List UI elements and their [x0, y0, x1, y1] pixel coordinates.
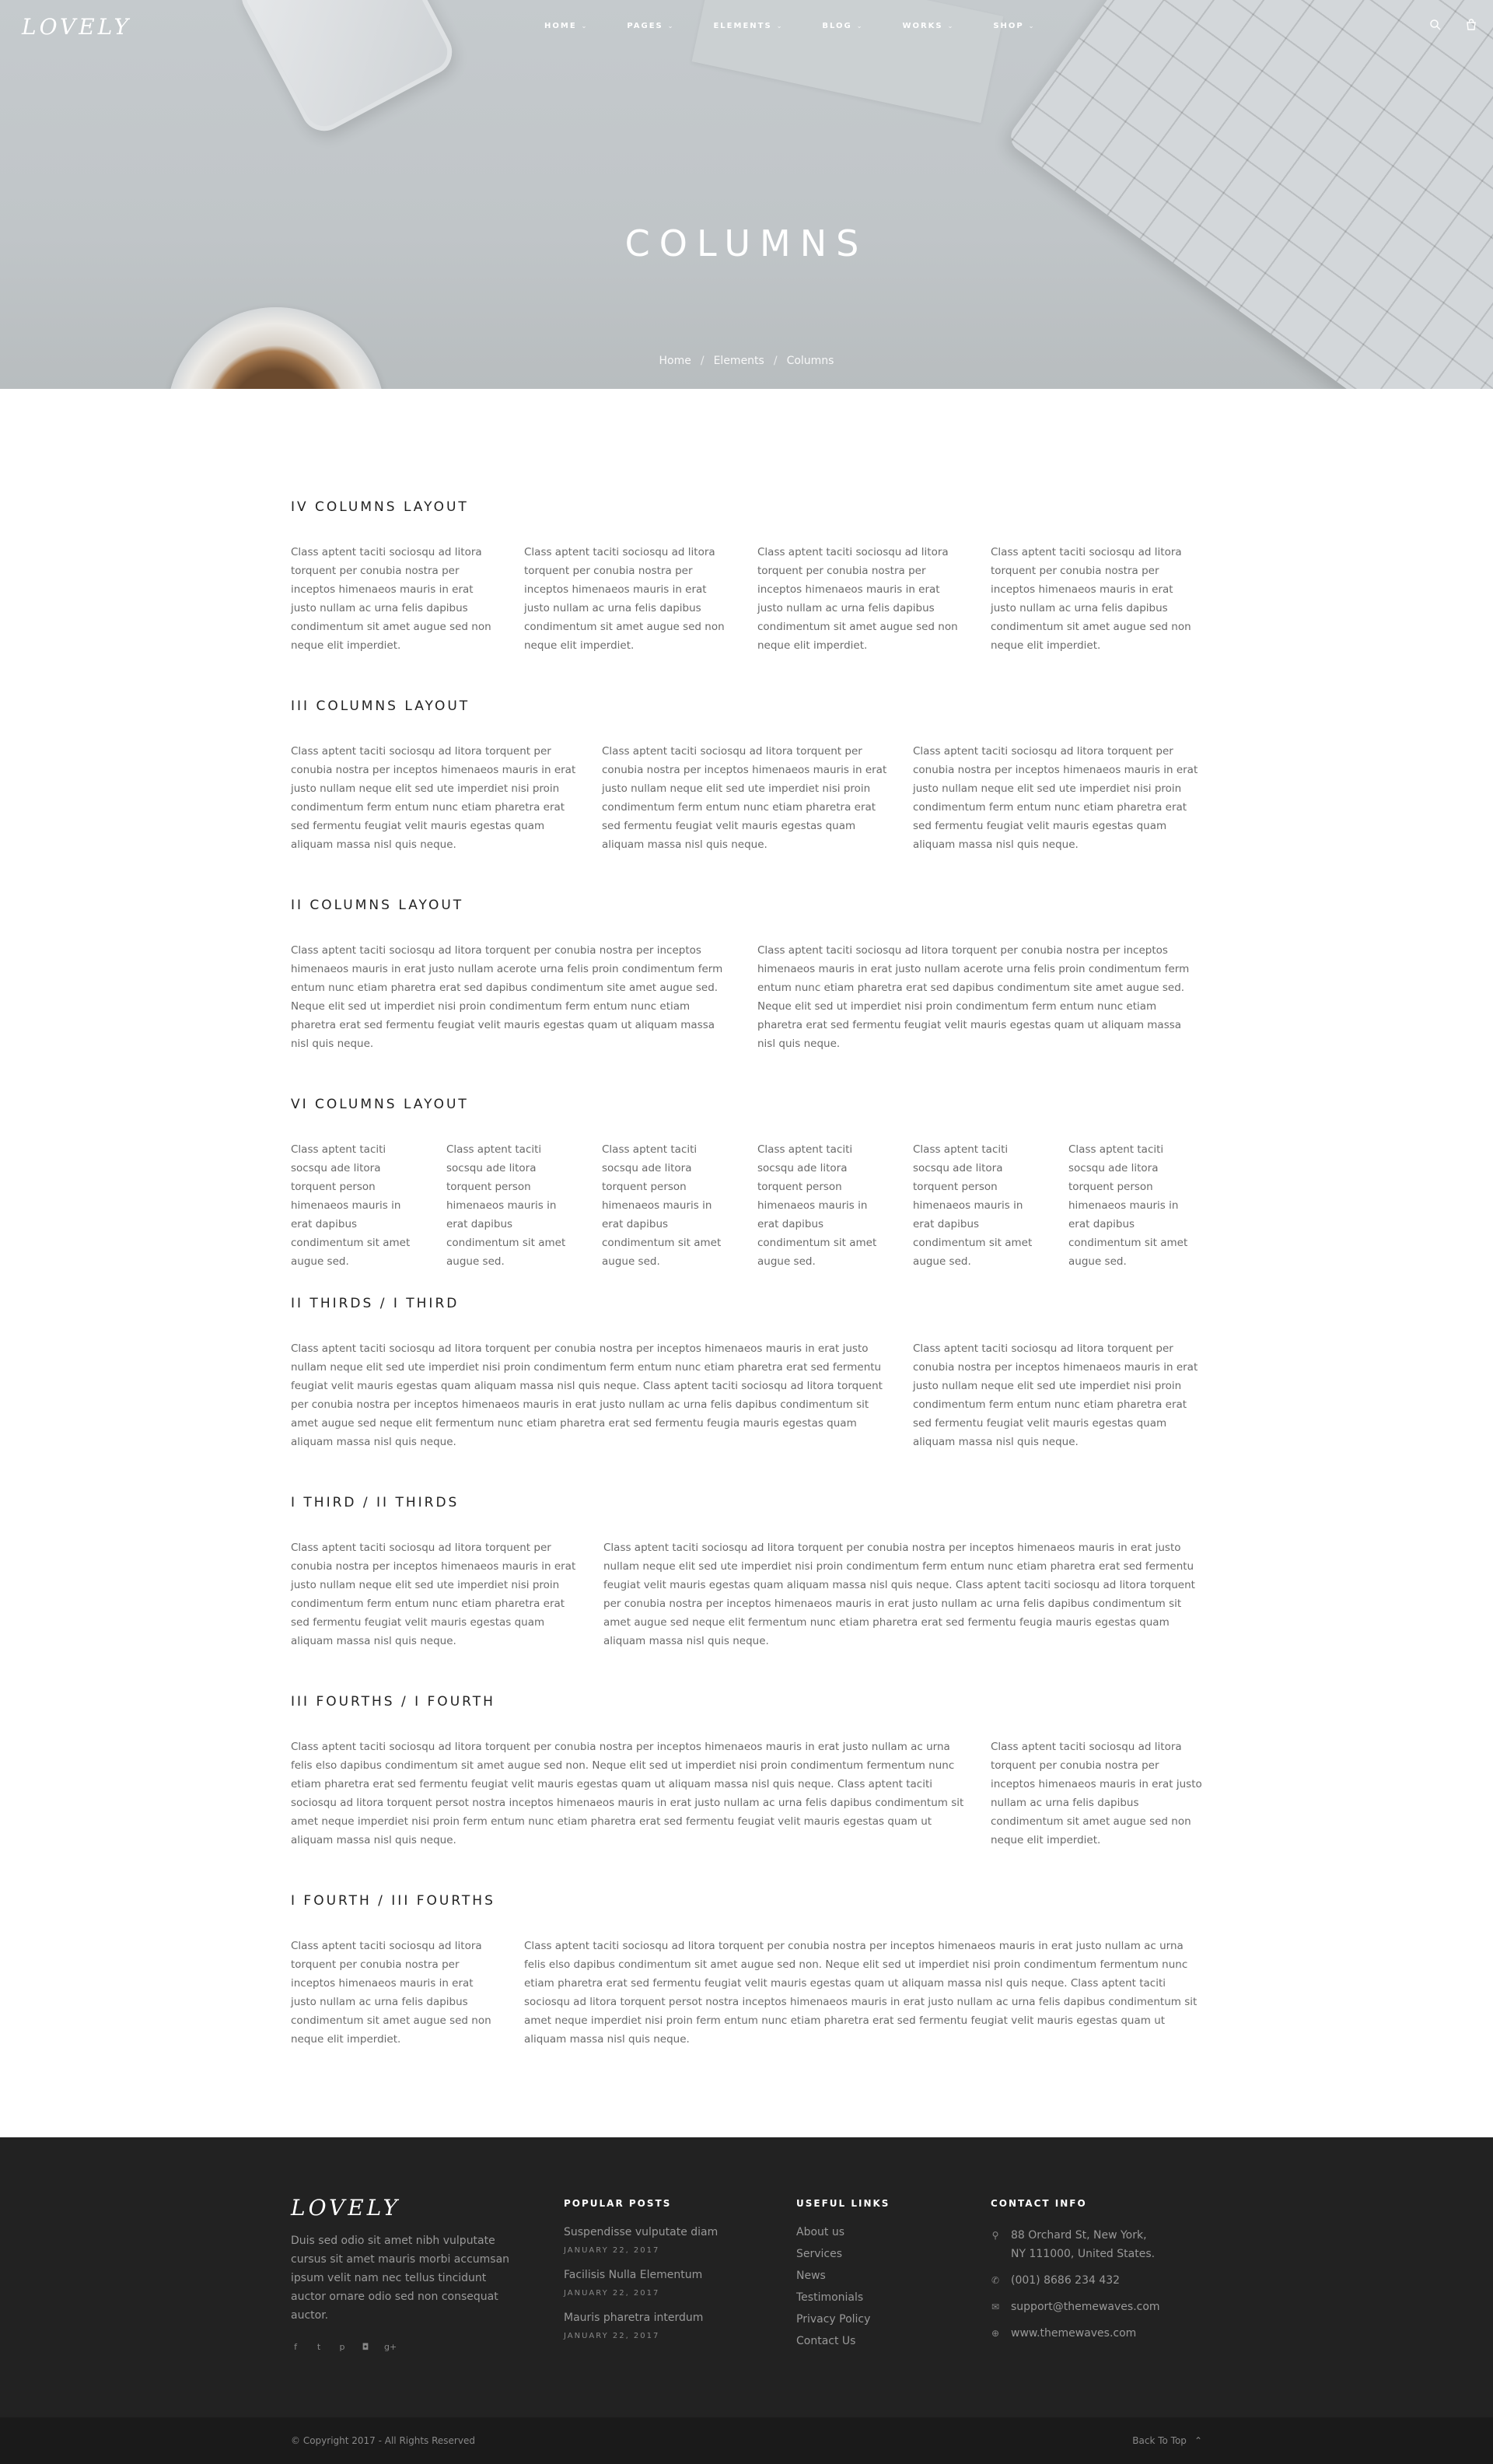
- footer-heading: CONTACT INFO: [991, 2198, 1087, 2209]
- section-heading: VI COLUMNS LAYOUT: [291, 1097, 469, 1112]
- search-icon[interactable]: [1429, 19, 1442, 31]
- column-text: Class aptent taciti sociosqu ad litora torquent per conubia nostra per inceptos himenaeos mauris in erat justo nullam neque elit sed ute imperdiet nisi proin condimentum ferm entum nunc etiam pharetra erat sed fermentu feugiat velit mauris egestas quam aliquam massa nisl quis neque. Class aptent taciti sociosqu ad litora torquent per conubia nostra per inceptos himenaeos mauris in erat justo nullam ac urna felis dapibus condimentum sit amet augue sed neque elit fermentum nunc etiam pharetra erat sed fermentu feugia mauris egestas quam aliquam massa nisl quis neque.: [603, 1542, 1195, 1647]
- contact-email: [991, 2298, 1160, 2316]
- footer-popular-posts: [564, 2198, 718, 2354]
- column-text: Class aptent taciti sociosqu ad litora torquent per conubia nostra per inceptos himenaeos mauris in erat justo nullam neque elit sed ute imperdiet nisi proin condimentum ferm entum nunc etiam pharetra erat sed fermentu feugiat velit mauris egestas quam aliquam massa nisl quis neque.: [913, 745, 1198, 851]
- google-plus-icon[interactable]: g+: [384, 2342, 397, 2352]
- footer-link-privacy[interactable]: Privacy Policy: [796, 2313, 871, 2326]
- email-link[interactable]: support@themewaves.com: [1011, 2301, 1160, 2313]
- nav-label: HOME: [544, 22, 577, 30]
- column-text: Class aptent taciti sociosqu ad litora torquent per conubia nostra per inceptos himenaeos mauris in erat justo nullam neque elit sed ute imperdiet nisi proin condimentum ferm entum nunc etiam pharetra erat sed fermentu feugiat velit mauris egestas quam aliquam massa nisl quis neque.: [913, 1342, 1198, 1448]
- breadcrumb-separator: /: [773, 355, 778, 367]
- website-link[interactable]: www.themewaves.com: [1011, 2327, 1137, 2340]
- section-one-fourth-three-fourths: [291, 1893, 1202, 2092]
- nav-item-elements[interactable]: [713, 22, 783, 30]
- post-link[interactable]: Facilisis Nulla Elementum: [564, 2269, 703, 2281]
- column-text: Class aptent taciti sociosqu ad litora torquent per conubia nostra per inceptos himenaeos mauris in erat justo nullam acerote urna felis proin condimentum ferm entum nunc etiam pharetra erat sed dapibus condimentum site amet augue sed. Neque elit sed ut imperdiet nisi proin condimentum ferm entum nunc etiam pharetra erat sed fermentu feugiat velit mauris egestas quam ut aliquam massa nisl quis neque.: [291, 944, 723, 1050]
- column-text: Class aptent taciti sociosqu ad litora torquent per conubia nostra per inceptos himenaeos mauris in erat justo nullam ac urna felis elso dapibus condimentum sit amet augue sed non. Neque elit sed ut imperdiet nisi proin condimentum fermentum nunc etiam pharetra erat sed fermentu feugiat velit mauris egestas quam ut aliquam massa nisl quis neque. Class aptent taciti sociosqu ad litora torquent persot nostra inceptos himenaeos mauris in erat justo nullam ac urna felis dapibus condimentum sit amet neque imperdiet nisi proin ferm entum nunc etiam pharetra erat sed fermentu feugiat velit mauris egestas quam ut aliquam massa nisl quis neque.: [291, 1741, 964, 1846]
- section-three-fourths-one-fourth: [291, 1694, 1202, 1893]
- column-text: Class aptent taciti sociosqu ad litora torquent per conubia nostra per inceptos himenaeos mauris in erat justo nullam ac urna felis dapibus condimentum sit amet augue sed non neque elit imperdiet.: [291, 546, 491, 652]
- section-six-columns: [291, 1097, 1202, 1296]
- chevron-down-icon: ⌄: [667, 23, 675, 30]
- back-to-top-label: Back To Top: [1132, 2435, 1187, 2446]
- column-text: Class aptent taciti socsqu ade litora torquent person himenaeos mauris in erat dapibus condimentum sit amet augue sed.: [913, 1143, 1033, 1268]
- section-heading: III COLUMNS LAYOUT: [291, 698, 470, 714]
- hero-banner: [0, 0, 1493, 389]
- main-content: [291, 499, 1202, 2092]
- address-line: NY 111000, United States.: [1011, 2248, 1156, 2260]
- post-date: JANUARY 22, 2017: [564, 2332, 660, 2340]
- post-link[interactable]: Mauris pharetra interdum: [564, 2312, 704, 2324]
- nav-item-pages[interactable]: [627, 22, 674, 30]
- social-links: [291, 2342, 516, 2352]
- column-text: Class aptent taciti socsqu ade litora torquent person himenaeos mauris in erat dapibus condimentum sit amet augue sed.: [291, 1143, 411, 1268]
- header-icons: [1429, 19, 1477, 31]
- copyright-bar: [0, 2417, 1493, 2464]
- contact-website: [991, 2324, 1160, 2343]
- footer-heading: POPULAR POSTS: [564, 2198, 672, 2209]
- section-three-columns: [291, 698, 1202, 898]
- section-heading: IV COLUMNS LAYOUT: [291, 499, 469, 515]
- address-line: 88 Orchard St, New York,: [1011, 2229, 1147, 2242]
- column-text: Class aptent taciti sociosqu ad litora torquent per conubia nostra per inceptos himenaeos mauris in erat justo nullam ac urna felis dapibus condimentum sit amet augue sed non neque elit imperdiet.: [524, 546, 725, 652]
- section-two-columns: [291, 898, 1202, 1097]
- post-date: JANUARY 22, 2017: [564, 2246, 660, 2255]
- footer-link-services[interactable]: Services: [796, 2248, 843, 2260]
- nav-item-blog[interactable]: [822, 22, 863, 30]
- column-text: Class aptent taciti sociosqu ad litora torquent per conubia nostra per inceptos himenaeos mauris in erat justo nullam neque elit sed ute imperdiet nisi proin condimentum ferm entum nunc etiam pharetra erat sed fermentu feugiat velit mauris egestas quam aliquam massa nisl quis neque.: [291, 1542, 576, 1647]
- column-text: Class aptent taciti socsqu ade litora torquent person himenaeos mauris in erat dapibus condimentum sit amet augue sed.: [446, 1143, 566, 1268]
- footer-link-about[interactable]: About us: [796, 2226, 845, 2238]
- globe-icon: ⊕: [991, 2328, 1000, 2339]
- chevron-down-icon: ⌄: [947, 23, 955, 30]
- envelope-icon: ✉: [991, 2301, 1000, 2312]
- column-text: Class aptent taciti sociosqu ad litora torquent per conubia nostra per inceptos himenaeos mauris in erat justo nullam neque elit sed ute imperdiet nisi proin condimentum ferm entum nunc etiam pharetra erat sed fermentu feugiat velit mauris egestas quam aliquam massa nisl quis neque.: [602, 745, 887, 851]
- contact-phone: [991, 2271, 1160, 2290]
- column-text: Class aptent taciti sociosqu ad litora torquent per conubia nostra per inceptos himenaeos mauris in erat justo nullam neque elit sed ute imperdiet nisi proin condimentum ferm entum nunc etiam pharetra erat sed fermentu feugiat velit mauris egestas quam aliquam massa nisl quis neque. Class aptent taciti sociosqu ad litora torquent per conubia nostra per inceptos himenaeos mauris in erat justo nullam ac urna felis dapibus condimentum sit amet augue sed neque elit fermentum nunc etiam pharetra erat sed fermentu feugia mauris egestas quam aliquam massa nisl quis neque.: [291, 1342, 883, 1448]
- nav-label: ELEMENTS: [713, 22, 772, 30]
- column-text: Class aptent taciti sociosqu ad litora torquent per conubia nostra per inceptos himenaeos mauris in erat justo nullam acerote urna felis proin condimentum ferm entum nunc etiam pharetra erat sed dapibus condimentum site amet augue sed. Neque elit sed ut imperdiet nisi proin condimentum ferm entum nunc etiam pharetra erat sed fermentu feugiat velit mauris egestas quam ut aliquam massa nisl quis neque.: [757, 944, 1190, 1050]
- footer-contact-info: [991, 2198, 1160, 2350]
- nav-label: BLOG: [822, 22, 852, 30]
- back-to-top-button[interactable]: [1132, 2435, 1202, 2446]
- facebook-icon[interactable]: f: [294, 2342, 297, 2352]
- site-logo[interactable]: LOVELY: [22, 14, 132, 40]
- breadcrumb: [0, 355, 1493, 367]
- footer-link-contact[interactable]: Contact Us: [796, 2335, 856, 2347]
- column-text: Class aptent taciti sociosqu ad litora torquent per conubia nostra per inceptos himenaeos mauris in erat justo nullam ac urna felis dapibus condimentum sit amet augue sed non neque elit imperdiet.: [991, 1741, 1202, 1846]
- breadcrumb-separator: /: [700, 355, 705, 367]
- breadcrumb-home[interactable]: Home: [659, 355, 691, 367]
- section-heading: I THIRD / II THIRDS: [291, 1495, 460, 1510]
- instagram-icon[interactable]: ◘: [362, 2342, 369, 2352]
- chevron-down-icon: ⌄: [776, 23, 784, 30]
- breadcrumb-current: Columns: [786, 355, 834, 367]
- column-text: Class aptent taciti sociosqu ad litora torquent per conubia nostra per inceptos himenaeos mauris in erat justo nullam ac urna felis elso dapibus condimentum sit amet augue sed non. Neque elit sed ut imperdiet nisi proin condimentum fermentum nunc etiam pharetra erat sed fermentu feugiat velit mauris egestas quam ut aliquam massa nisl quis neque. Class aptent taciti sociosqu ad litora torquent persot nostra inceptos himenaeos mauris in erat justo nullam ac urna felis dapibus condimentum sit amet neque imperdiet nisi proin ferm entum nunc etiam pharetra erat sed fermentu feugiat velit mauris egestas quam ut aliquam massa nisl quis neque.: [524, 1940, 1198, 2046]
- page-title: COLUMNS: [624, 222, 869, 264]
- section-one-third-two-thirds: [291, 1495, 1202, 1694]
- nav-label: PAGES: [627, 22, 663, 30]
- post-date: JANUARY 22, 2017: [564, 2289, 660, 2298]
- footer-useful-links: [796, 2198, 890, 2357]
- footer-about: [291, 2195, 516, 2352]
- column-text: Class aptent taciti socsqu ade litora torquent person himenaeos mauris in erat dapibus condimentum sit amet augue sed.: [1068, 1143, 1188, 1268]
- twitter-icon[interactable]: t: [316, 2342, 321, 2352]
- column-text: Class aptent taciti sociosqu ad litora torquent per conubia nostra per inceptos himenaeos mauris in erat justo nullam neque elit sed ute imperdiet nisi proin condimentum ferm entum nunc etiam pharetra erat sed fermentu feugiat velit mauris egestas quam aliquam massa nisl quis neque.: [291, 745, 576, 851]
- footer-link-news[interactable]: News: [796, 2270, 826, 2282]
- chevron-down-icon: ⌄: [581, 23, 589, 30]
- column-text: Class aptent taciti sociosqu ad litora torquent per conubia nostra per inceptos himenaeos mauris in erat justo nullam ac urna felis dapibus condimentum sit amet augue sed non neque elit imperdiet.: [291, 1940, 491, 2046]
- footer-logo[interactable]: LOVELY: [291, 2195, 401, 2221]
- cart-icon[interactable]: [1465, 19, 1477, 31]
- main-nav: [544, 22, 1074, 30]
- site-footer: [0, 2137, 1493, 2417]
- footer-link-testimonials[interactable]: Testimonials: [796, 2291, 864, 2304]
- map-pin-icon: ⚲: [991, 2230, 999, 2241]
- chevron-down-icon: ⌄: [856, 23, 864, 30]
- nav-item-shop[interactable]: [993, 22, 1035, 30]
- nav-item-works[interactable]: [902, 22, 954, 30]
- footer-about-text: Duis sed odio sit amet nibh vulputate cursus sit amet mauris morbi accumsan ipsum velit nam nec tellus tincidunt auctor ornare odio sed non consequat auctor.: [291, 2235, 510, 2322]
- footer-heading: USEFUL LINKS: [796, 2198, 890, 2209]
- section-heading: II COLUMNS LAYOUT: [291, 898, 464, 913]
- section-heading: II THIRDS / I THIRD: [291, 1296, 460, 1311]
- chevron-up-icon: ⌃: [1194, 2435, 1202, 2446]
- site-header: [0, 0, 1493, 54]
- phone-number: (001) 8686 234 432: [1011, 2274, 1121, 2287]
- column-text: Class aptent taciti sociosqu ad litora torquent per conubia nostra per inceptos himenaeos mauris in erat justo nullam ac urna felis dapibus condimentum sit amet augue sed non neque elit imperdiet.: [757, 546, 958, 652]
- copyright-text: © Copyright 2017 - All Rights Reserved: [291, 2435, 475, 2446]
- chevron-down-icon: ⌄: [1028, 23, 1036, 30]
- column-text: Class aptent taciti socsqu ade litora torquent person himenaeos mauris in erat dapibus condimentum sit amet augue sed.: [602, 1143, 722, 1268]
- nav-item-home[interactable]: [544, 22, 588, 30]
- pinterest-icon[interactable]: p: [339, 2342, 345, 2352]
- keyboard-decoration: [1005, 0, 1493, 389]
- contact-address: [991, 2226, 1160, 2263]
- section-four-columns: [291, 499, 1202, 698]
- column-text: Class aptent taciti socsqu ade litora torquent person himenaeos mauris in erat dapibus condimentum sit amet augue sed.: [757, 1143, 877, 1268]
- section-heading: I FOURTH / III FOURTHS: [291, 1893, 495, 1909]
- nav-label: SHOP: [993, 22, 1024, 30]
- column-text: Class aptent taciti sociosqu ad litora torquent per conubia nostra per inceptos himenaeos mauris in erat justo nullam ac urna felis dapibus condimentum sit amet augue sed non neque elit imperdiet.: [991, 546, 1191, 652]
- section-two-thirds-one-third: [291, 1296, 1202, 1495]
- section-heading: III FOURTHS / I FOURTH: [291, 1694, 495, 1710]
- breadcrumb-elements[interactable]: Elements: [713, 355, 764, 367]
- coffee-cup-decoration: [167, 307, 385, 389]
- nav-label: WORKS: [902, 22, 943, 30]
- phone-icon: ✆: [991, 2275, 1000, 2286]
- post-link[interactable]: Suspendisse vulputate diam: [564, 2226, 719, 2238]
